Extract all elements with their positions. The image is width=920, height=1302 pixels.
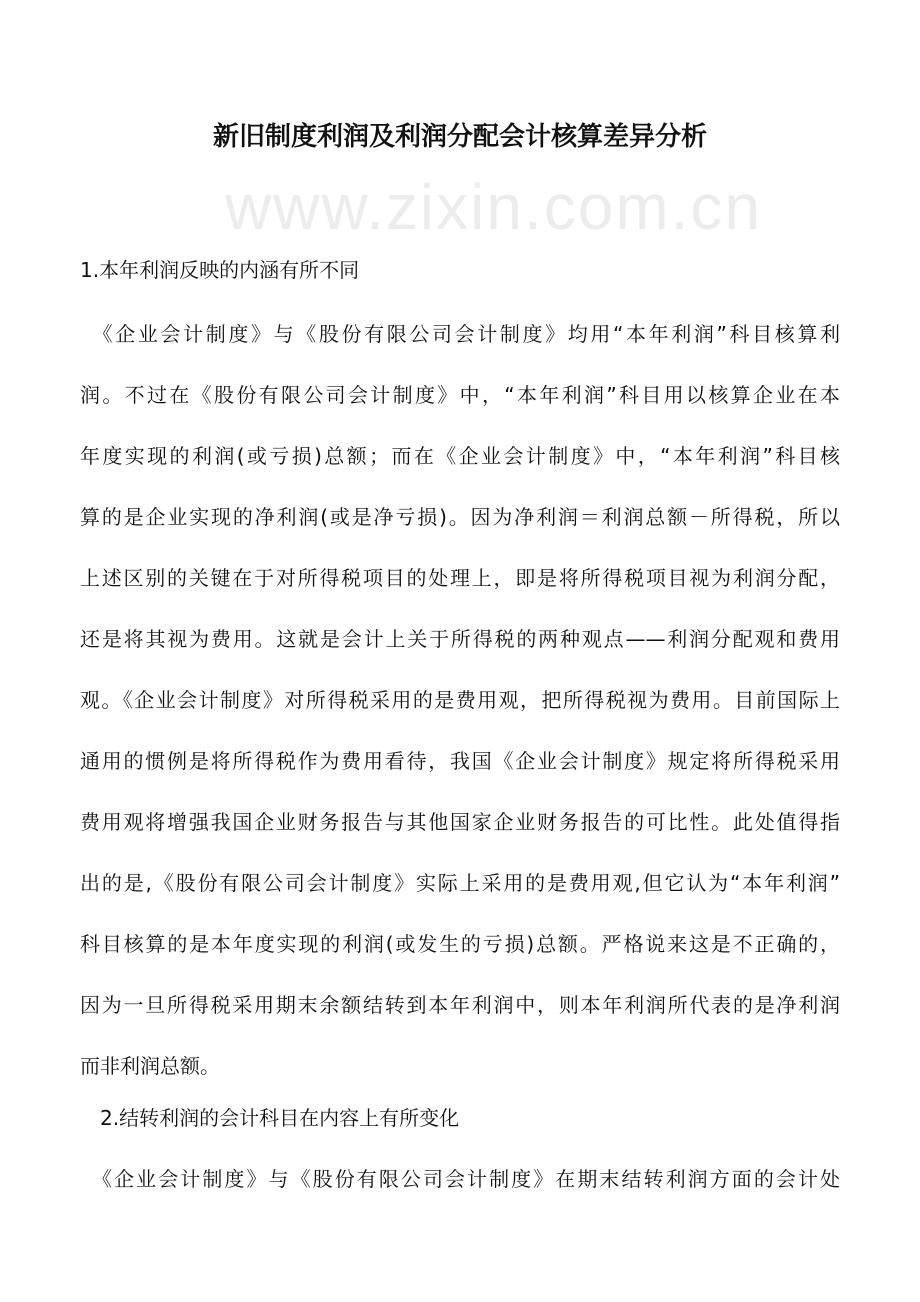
paragraph-line: 润。不过在《股份有限公司会计制度》中，“本年利润”科目用以核算企业在本 bbox=[80, 383, 840, 407]
section-1-heading: 1.本年利润反映的内涵有所不同 bbox=[80, 258, 360, 282]
paragraph-line: 算的是企业实现的净利润(或是净亏损)。因为净利润＝利润总额－所得税，所以 bbox=[80, 505, 840, 529]
paragraph-line: 因为一旦所得税采用期末余额结转到本年利润中，则本年利润所代表的是净利润 bbox=[80, 993, 840, 1017]
paragraph-line: 《企业会计制度》与《股份有限公司会计制度》均用“本年利润”科目核算利 bbox=[80, 322, 840, 346]
document-title: 新旧制度利润及利润分配会计核算差异分析 bbox=[212, 122, 707, 152]
paragraph-line: 年度实现的利润(或亏损)总额；而在《企业会计制度》中，“本年利润”科目核 bbox=[80, 444, 840, 468]
paragraph-line: 还是将其视为费用。这就是会计上关于所得税的两种观点——利润分配观和费用 bbox=[80, 627, 840, 651]
paragraph-line: 观。《企业会计制度》对所得税采用的是费用观，把所得税视为费用。目前国际上 bbox=[80, 688, 840, 712]
paragraph-line: 上述区别的关键在于对所得税项目的处理上，即是将所得税项目视为利润分配， bbox=[80, 566, 840, 590]
paragraph-line: 科目核算的是本年度实现的利润(或发生的亏损)总额。严格说来这是不正确的， bbox=[80, 932, 840, 956]
paragraph-line: 《企业会计制度》与《股份有限公司会计制度》在期末结转利润方面的会计处 bbox=[80, 1167, 840, 1191]
paragraph-line: 而非利润总额。 bbox=[80, 1054, 220, 1078]
paragraph-line: 通用的惯例是将所得税作为费用看待，我国《企业会计制度》规定将所得税采用 bbox=[80, 749, 840, 773]
watermark: www.zixin.com.cn bbox=[225, 171, 762, 243]
paragraph-line: 出的是,《股份有限公司会计制度》实际上采用的是费用观,但它认为“本年利润” bbox=[80, 871, 840, 895]
paragraph-line: 费用观将增强我国企业财务报告与其他国家企业财务报告的可比性。此处值得指 bbox=[80, 810, 840, 834]
section-2-heading: 2.结转利润的会计科目在内容上有所变化 bbox=[80, 1106, 460, 1130]
